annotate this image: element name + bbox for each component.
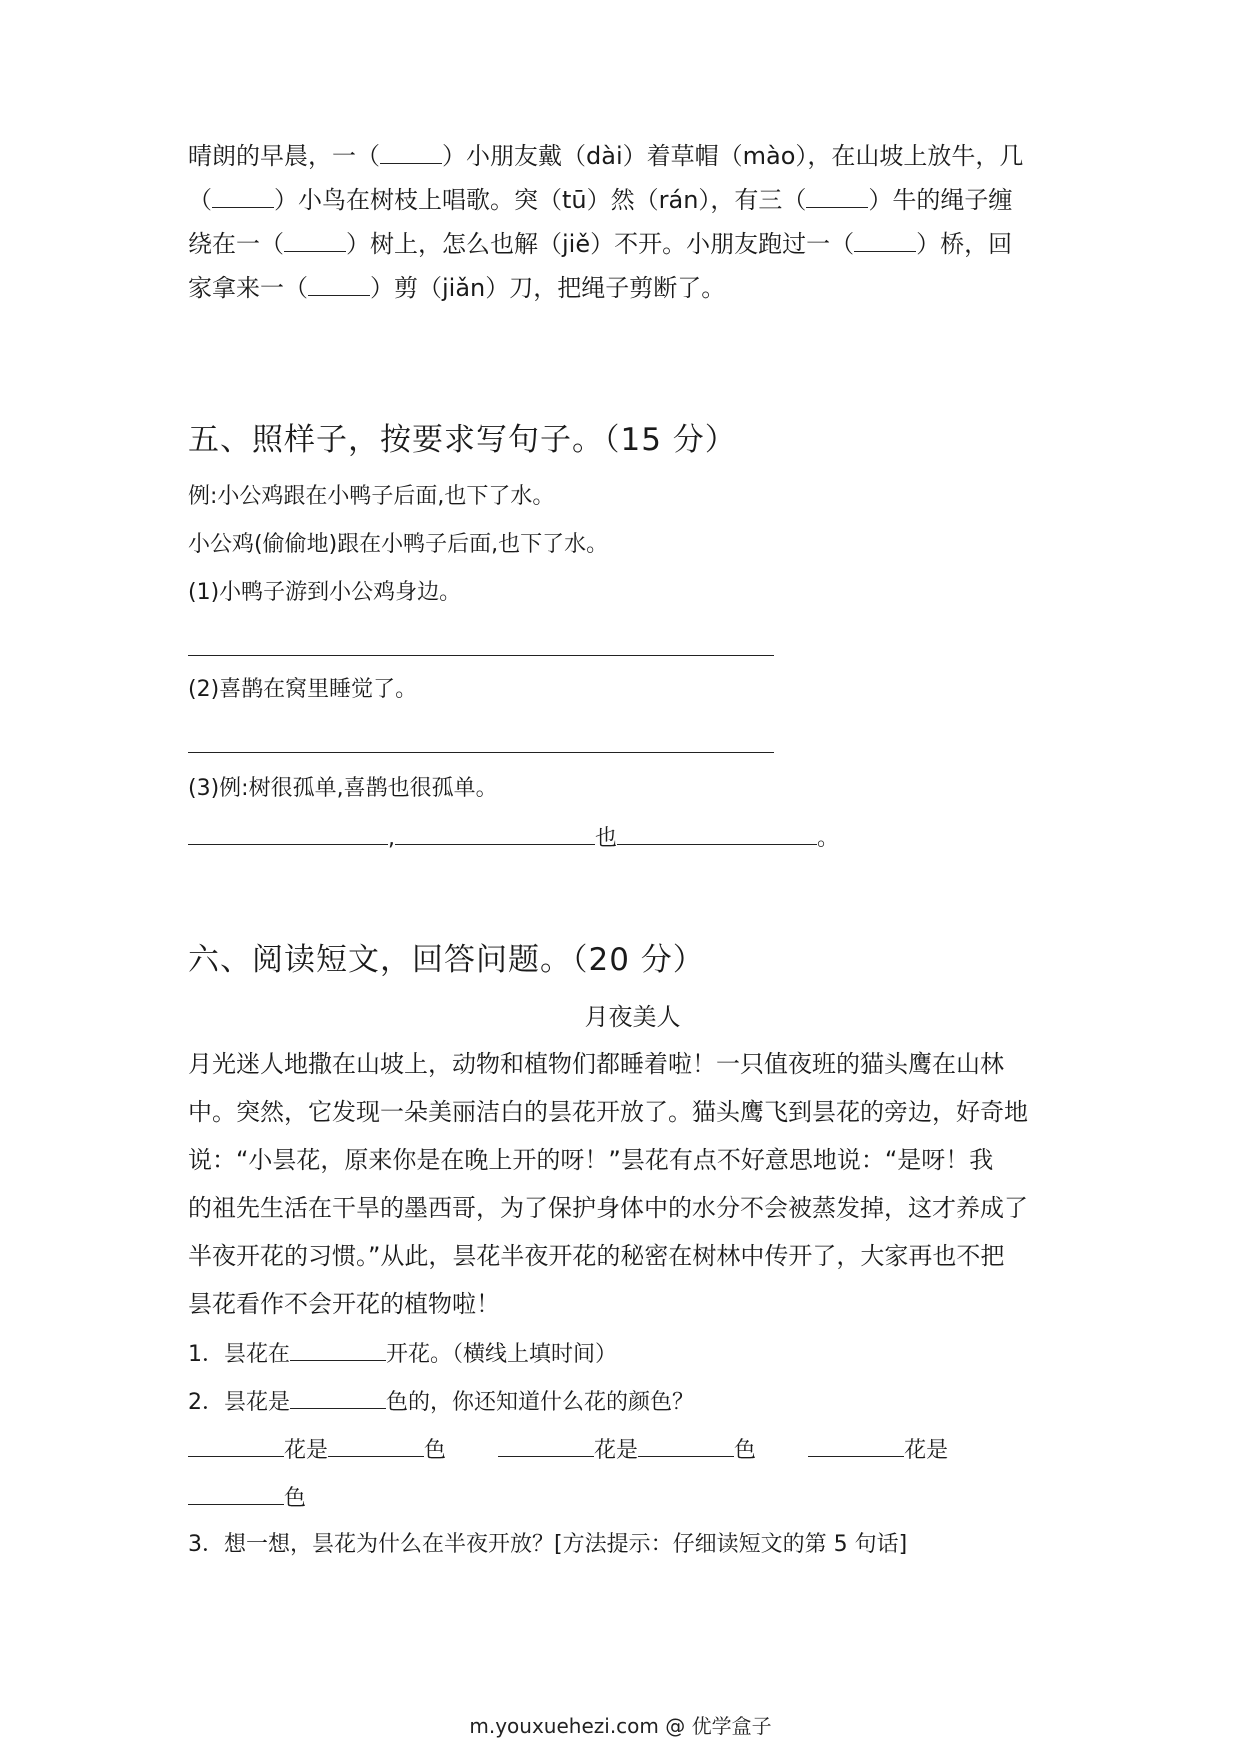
text: 。 <box>817 826 840 851</box>
text: 也 <box>595 826 618 851</box>
text: 花是 <box>904 1438 949 1463</box>
fill-blank[interactable] <box>617 822 817 845</box>
section-five-heading: 五、照样子，按要求写句子。（15 分） <box>188 422 737 458</box>
fill-blank[interactable] <box>380 141 442 164</box>
section-six-heading: 六、阅读短文，回答问题。（20 分） <box>188 942 705 978</box>
question-5-2: (2)喜鹊在窝里睡觉了。 <box>188 677 418 702</box>
example-line-1: 例:小公鸡跟在小鸭子后面,也下了水。 <box>188 484 555 509</box>
question-5-1: (1)小鸭子游到小公鸡身边。 <box>188 580 462 605</box>
text: 色 <box>734 1438 757 1463</box>
fill-blank[interactable] <box>290 1386 386 1409</box>
text: 色 <box>284 1486 307 1511</box>
answer-line-1[interactable] <box>188 655 774 656</box>
text: ）树上，怎么也解（jiě）不开。小朋友跑过一（ <box>346 230 855 258</box>
answer-line-2[interactable] <box>188 752 774 753</box>
text: ）桥，回 <box>916 230 1013 258</box>
text: 开花。（横线上填时间） <box>386 1342 618 1367</box>
passage-line-3 <box>188 228 1012 260</box>
example-line-2: 小公鸡(偷偷地)跟在小鸭子后面,也下了水。 <box>188 532 609 557</box>
fill-blank[interactable] <box>808 1434 904 1457</box>
passage-line: 的祖先生活在干旱的墨西哥，为了保护身体中的水分不会被蒸发掉，这才养成了 <box>188 1194 1028 1222</box>
fill-blank[interactable] <box>188 1434 284 1457</box>
question-6-2 <box>188 1386 694 1418</box>
text: ）小朋友戴（dài）着草帽（mào），在山坡上放牛，几 <box>442 142 1024 170</box>
text: ）小鸟在树枝上唱歌。突（tū）然（rán），有三（ <box>274 186 807 214</box>
text: 色 <box>424 1438 447 1463</box>
text: 花是 <box>594 1438 639 1463</box>
question-6-1 <box>188 1338 617 1370</box>
fill-blank[interactable] <box>308 273 370 296</box>
text: 花是 <box>284 1438 329 1463</box>
text: （ <box>188 186 212 214</box>
text: ）剪（jiǎn）刀，把绳子剪断了。 <box>370 274 726 302</box>
footer-watermark <box>0 1712 1241 1740</box>
fill-blank[interactable] <box>212 185 274 208</box>
passage-line: 半夜开花的习惯。”从此，昙花半夜开花的秘密在树林中传开了，大家再也不把 <box>188 1242 1005 1270</box>
passage-line: 月光迷人地撒在山坡上，动物和植物们都睡着啦！一只值夜班的猫头鹰在山林 <box>188 1050 1004 1078</box>
fill-blank[interactable] <box>854 229 916 252</box>
fill-blank[interactable] <box>638 1434 734 1457</box>
fill-blank[interactable] <box>290 1338 386 1361</box>
question-6-3: 3．想一想，昙花为什么在半夜开放？[方法提示：仔细读短文的第 5 句话] <box>188 1532 908 1557</box>
fill-blank[interactable] <box>284 229 346 252</box>
footer-text: m.youxuehezi.com @ 优学盒子 <box>469 1714 772 1738</box>
fill-blank[interactable] <box>188 1482 284 1505</box>
text: 色的，你还知道什么花的颜色？ <box>386 1390 695 1415</box>
answer-line-3 <box>188 822 839 854</box>
text: 晴朗的早晨，一（ <box>188 142 380 170</box>
passage-title <box>0 1001 1241 1033</box>
passage-line-4 <box>188 272 725 304</box>
fill-blank[interactable] <box>498 1434 594 1457</box>
text: 1．昙花在 <box>188 1342 290 1367</box>
title-text: 月夜美人 <box>584 1003 681 1031</box>
passage-line: 昙花看作不会开花的植物啦！ <box>188 1290 500 1318</box>
question-5-3: (3)例:树很孤单,喜鹊也很孤单。 <box>188 776 498 801</box>
text: 家拿来一（ <box>188 274 308 302</box>
flower-color-line-2 <box>188 1482 306 1514</box>
text: ）牛的绳子缠 <box>868 186 1013 214</box>
passage-line-1 <box>188 140 1023 172</box>
fill-blank[interactable] <box>395 822 595 845</box>
passage-line-2 <box>188 184 1012 216</box>
fill-blank[interactable] <box>806 185 868 208</box>
passage-line: 说：“小昙花，原来你是在晚上开的呀！”昙花有点不好意思地说：“是呀！我 <box>188 1146 994 1174</box>
text: 绕在一（ <box>188 230 284 258</box>
text: , <box>388 826 395 851</box>
passage-line: 中。突然，它发现一朵美丽洁白的昙花开放了。猫头鹰飞到昙花的旁边，好奇地 <box>188 1098 1028 1126</box>
text: 2．昙花是 <box>188 1390 290 1415</box>
fill-blank[interactable] <box>188 822 388 845</box>
flower-color-line <box>188 1434 948 1466</box>
fill-blank[interactable] <box>328 1434 424 1457</box>
